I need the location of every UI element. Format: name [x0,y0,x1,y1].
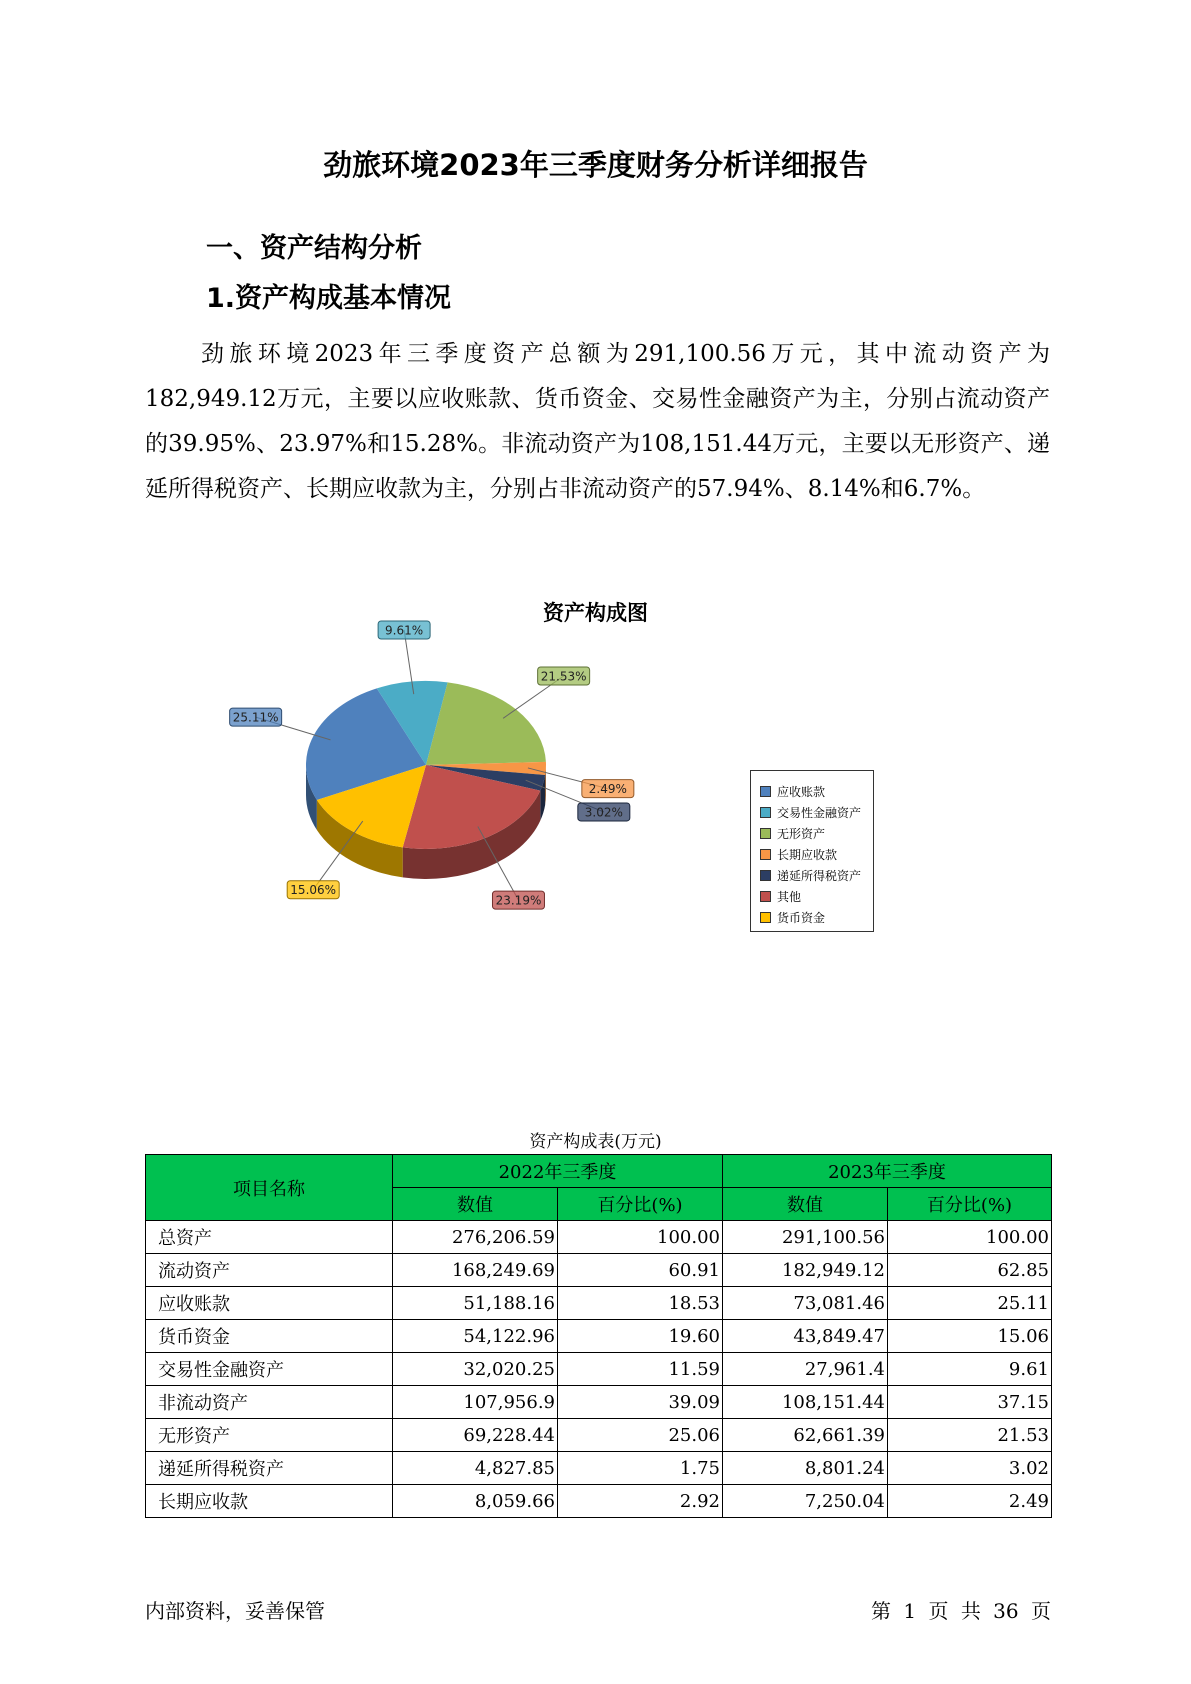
row-name-cell: 递延所得税资产 [146,1452,393,1485]
percent-2022-cell: 39.09 [558,1386,723,1419]
percent-2023-cell: 25.11 [888,1287,1052,1320]
legend-swatch [760,870,771,881]
value-2023-cell: 8,801.24 [723,1452,888,1485]
row-name-cell: 长期应收款 [146,1485,393,1518]
pie-data-label: 2.49% [588,782,627,797]
table-caption: 资产构成表(万元) [529,1132,662,1152]
value-2022-cell: 54,122.96 [393,1320,558,1353]
table-row [146,1386,1052,1419]
percent-2023-cell: 100.00 [888,1221,1052,1254]
percent-2023-cell: 2.49 [888,1485,1052,1518]
legend-swatch [760,891,771,902]
legend-swatch [760,912,771,923]
percent-2023-cell: 3.02 [888,1452,1052,1485]
pie-data-label: 9.61% [385,623,424,638]
percent-2022-cell: 1.75 [558,1452,723,1485]
value-2023-cell: 182,949.12 [723,1254,888,1287]
legend-swatch [760,807,771,818]
value-2022-cell: 107,956.9 [393,1386,558,1419]
value-2022-cell: 8,059.66 [393,1485,558,1518]
row-name-cell: 流动资产 [146,1254,393,1287]
percent-2023-cell: 9.61 [888,1353,1052,1386]
legend-swatch [760,828,771,839]
table-row [146,1353,1052,1386]
legend-item [760,823,873,844]
value-2023-cell: 27,961.4 [723,1353,888,1386]
section-heading: 一、资产结构分析 [206,233,422,264]
footer-confidential: 内部资料，妥善保管 [145,1599,325,1623]
value-2022-cell: 32,020.25 [393,1353,558,1386]
legend-label: 应收账款 [777,785,826,799]
asset-composition-table [145,1154,1052,1518]
value-2022-cell: 69,228.44 [393,1419,558,1452]
table-row [146,1485,1052,1518]
row-name-cell: 货币资金 [146,1320,393,1353]
subsection-heading: 1.资产构成基本情况 [206,283,452,314]
row-name-cell: 非流动资产 [146,1386,393,1419]
value-2023-cell: 73,081.46 [723,1287,888,1320]
pie-data-label: 25.11% [232,710,279,725]
value-2023-cell: 62,661.39 [723,1419,888,1452]
legend-item [760,886,873,907]
summary-paragraph: 劲旅环境2023年三季度资产总额为291,100.56万元，其中流动资产为182,949.12万元，主要以应收账款、货币资金、交易性金融资产为主，分别占流动资产的39.95%、23.97%和15.28%。非流动资产为108,151.44万元，主要以无形资产、递延所得税资产、长期应收款为主，分别占非流动资产的57.94%、8.14%和6.7%。 [145,341,1050,502]
legend-label: 递延所得税资产 [777,869,862,883]
subheader-percent-2023: 百分比(%) [888,1188,1052,1221]
row-name-cell: 无形资产 [146,1419,393,1452]
legend-item [760,907,873,928]
row-name-cell: 总资产 [146,1221,393,1254]
legend-item [760,865,873,886]
value-2023-cell: 43,849.47 [723,1320,888,1353]
legend-label: 长期应收款 [777,848,838,862]
table-row [146,1452,1052,1485]
footer-page-number: 第 1 页 共 36 页 [871,1599,1051,1623]
percent-2022-cell: 19.60 [558,1320,723,1353]
legend-item [760,802,873,823]
table-row [146,1287,1052,1320]
percent-2023-cell: 37.15 [888,1386,1052,1419]
legend-label: 无形资产 [777,827,826,841]
table-row [146,1221,1052,1254]
table-row [146,1419,1052,1452]
subheader-value-2022: 数值 [393,1188,558,1221]
value-2023-cell: 7,250.04 [723,1485,888,1518]
legend-label: 其他 [777,890,802,904]
legend-item [760,781,873,802]
legend-label: 交易性金融资产 [777,806,862,820]
legend-swatch [760,849,771,860]
value-2023-cell: 108,151.44 [723,1386,888,1419]
table-row [146,1254,1052,1287]
header-period-2023: 2023年三季度 [723,1155,1052,1188]
value-2022-cell: 168,249.69 [393,1254,558,1287]
value-2023-cell: 291,100.56 [723,1221,888,1254]
percent-2022-cell: 2.92 [558,1485,723,1518]
percent-2022-cell: 60.91 [558,1254,723,1287]
pie-data-label: 23.19% [495,893,542,908]
subheader-percent-2022: 百分比(%) [558,1188,723,1221]
percent-2022-cell: 100.00 [558,1221,723,1254]
pie-data-label: 21.53% [540,669,587,684]
percent-2022-cell: 25.06 [558,1419,723,1452]
percent-2022-cell: 11.59 [558,1353,723,1386]
percent-2023-cell: 21.53 [888,1419,1052,1452]
table-row [146,1320,1052,1353]
row-name-cell: 交易性金融资产 [146,1353,393,1386]
value-2022-cell: 4,827.85 [393,1452,558,1485]
percent-2022-cell: 18.53 [558,1287,723,1320]
header-item-name: 项目名称 [146,1155,393,1221]
value-2022-cell: 51,188.16 [393,1287,558,1320]
row-name-cell: 应收账款 [146,1287,393,1320]
percent-2023-cell: 15.06 [888,1320,1052,1353]
pie-data-label: 3.02% [584,805,623,820]
value-2022-cell: 276,206.59 [393,1221,558,1254]
chart-title: 资产构成图 [543,601,648,625]
legend-item [760,844,873,865]
legend-swatch [760,786,771,797]
legend-label: 货币资金 [777,911,826,925]
percent-2023-cell: 62.85 [888,1254,1052,1287]
pie-data-label: 15.06% [290,883,337,898]
subheader-value-2023: 数值 [723,1188,888,1221]
document-title: 劲旅环境2023年三季度财务分析详细报告 [323,148,868,182]
header-period-2022: 2022年三季度 [393,1155,723,1188]
chart-legend [750,770,874,932]
